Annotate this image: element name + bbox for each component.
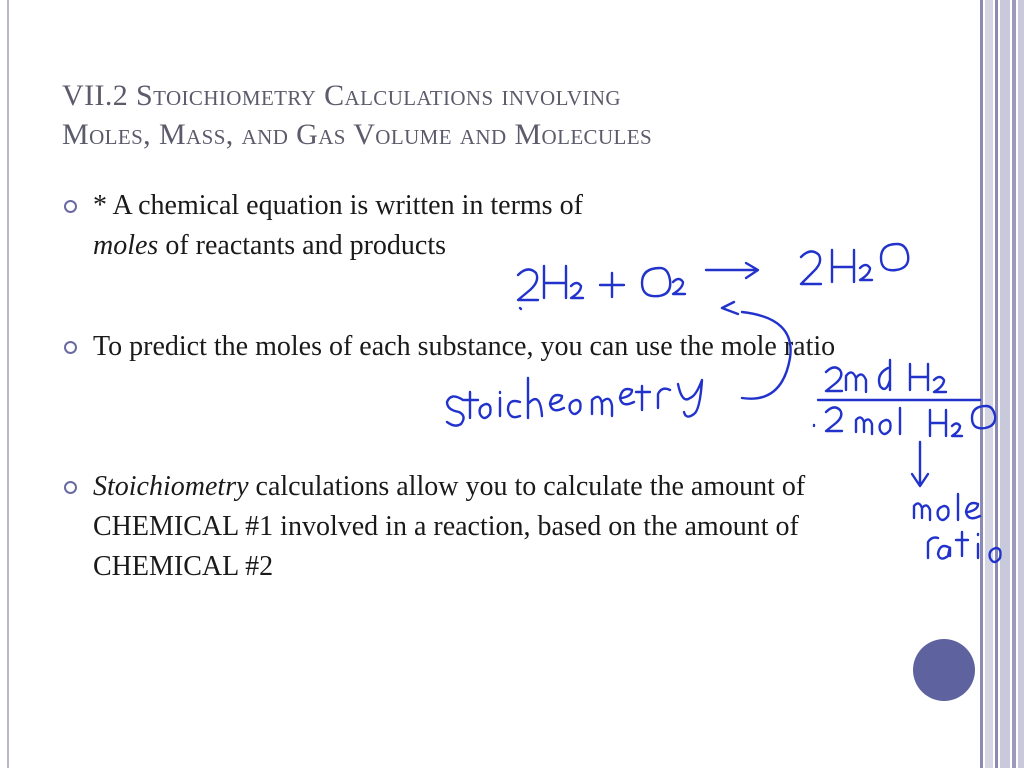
right-decorative-stripes — [978, 0, 1024, 768]
handwritten-word-stoicheometry — [447, 378, 702, 426]
bullet-icon — [64, 481, 77, 494]
title-line-1: VII.2 Stoichiometry Calculations involving — [62, 79, 621, 112]
title-line-2: Moles, Mass, and Gas Volume and Molecules — [62, 118, 653, 151]
slide-title — [62, 76, 882, 154]
bullet-text: To predict the moles of each substance, you can use the mole ratio — [93, 331, 836, 362]
bullet-text: * A chemical equation is written in terms of moles of reactants and products — [93, 190, 583, 261]
bullet-icon — [64, 200, 77, 213]
bullet-text: Stoichiometry calculations allow you to calculate the amount of CHEMICAL #1 involved in a reaction, based on the amount of CHEMICAL #2 — [93, 471, 806, 582]
decorative-circle — [913, 639, 975, 701]
left-divider-line — [7, 0, 9, 768]
bullet-icon — [64, 341, 77, 354]
